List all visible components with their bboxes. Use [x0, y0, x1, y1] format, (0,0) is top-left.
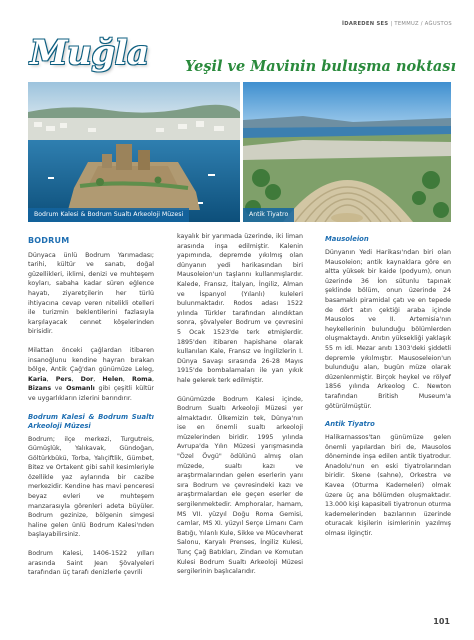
- paragraph: Dünyaca ünlü Bodrum Yarımadası; tarihi, kültür ve sanatı, doğal güzellikleri, iklimi, denizi ve muhteşem koyları, sabaha kadar süren eğlence hayatı, ziyaretçilerin her türlü ihtiyacına cevap veren nitelikli otelleri ile turizmin beklentilerini fazlasıyla karşılayacak cennet köşelerinden birisidir.: [28, 251, 154, 336]
- photo-ancient-theatre: [243, 82, 451, 222]
- publication-name: İDAREDEN SES: [342, 21, 389, 27]
- text-column-2: [177, 232, 303, 586]
- section-subheading-castle-museum: Bodrum Kalesi & Bodrum Sualtı Arkeoloji Müzesi: [28, 412, 154, 430]
- photo-caption-bodrum-castle: Bodrum Kalesi & Bodrum Sualtı Arkeoloji Müzesi: [28, 208, 189, 222]
- page-number: 101: [433, 617, 450, 626]
- bodrum-castle-image: [28, 82, 240, 222]
- region-title: Muğla: [30, 33, 149, 73]
- ancient-theatre-image: [243, 82, 451, 222]
- section-subheading-mausoleion: Mausoleion: [325, 235, 369, 243]
- paragraph: Bodrum Kalesi, 1406-1522 yılları arasında Saint Jean Şövalyeleri tarafından üç tarafı denizlerle çevrili: [28, 550, 154, 577]
- paragraph: kayalık bir yarımada üzerinde, iki liman arasında inşa edilmiştir. Kalenin yapımında, depremde yıkılmış olan dünyanın yedi harikasından biri Mausoleion'un taşlarını kullanmışlardır. Kalede, Fransız, İtalyan, İngiliz, Alman ve İspanyol (Yılanlı) kuleleri bulunmaktadır. Rodos adası 1522 yılında Türkler tarafından alındıktan sonra, şövalyeler Bodrum ve çevresini 5 Ocak 1523'de terk etmişlerdir. 1895'den itibaren hapishane olarak kullanılan Kale, Fransız ve İngilizlerin I. Dünya Savaşı sırasında 26-28 Mayıs 1915'de bombalamaları ile yarı yıkık hale gelerek terk edilmiştir.: [177, 233, 303, 384]
- running-head: İDAREDEN SES | TEMMUZ / AĞUSTOS: [342, 21, 452, 27]
- article-subtitle: Yeşil ve Mavinin buluşma noktası: [185, 58, 456, 75]
- paragraph: Bodrum; ilçe merkezi, Turgutreis, Gümüşlük, Yalıkavak, Gündoğan, Göltürkbükü, Torba, Yalıçiftlik, Gümbet, Bitez ve Ortakent gibi sahil kesimleriyle özellikle yaz aylarında bir cazibe merkezidir. Kendine has mavi penceresi beyaz evleri ve muhteşem manzarasıyla görenleri adeta büyüler. Bodrum gezinize, bölgenin simgesi haline gelen ünlü Bodrum Kalesi'nden başlayabilirsiniz.: [28, 435, 154, 539]
- section-heading-bodrum: BODRUM: [28, 236, 70, 245]
- photo-caption-ancient-theatre: Antik Tiyatro: [243, 208, 294, 222]
- paragraph: Günümüzde Bodrum Kalesi içinde, Bodrum Sualtı Arkeoloji Müzesi yer almaktadır. Ülkemizin tek, Dünya'nın ise en önemli sualtı arkeoloji müzelerinden biridir. 1995 yılında Avrupa'da Yılın Müzesi yarışmasında "Özel Övgü" ödülünü almış olan müzede, sualtı kazı ve araştırmalarından gelen eserlerin yanı sıra Bodrum ve çevresindeki kazı ve araştırmalardan ele geçen eserler de sergilenmektedir. Amphoralar, hamam, MS VII. yüzyıl Doğu Roma Gemisi, camlar, MS XI. yüzyıl Serçe Limanı Cam Batığı, Yılanlı Kule, Sikke ve Mücevherat Salonu, Karyalı Prenses, İngiliz Kulesi, Tunç Çağ Batıkları, Zindan ve Komutan Kulesi Bodrum Sualtı Arkeoloji Müzesi sergilerinin başlıcalarıdır.: [177, 395, 303, 576]
- text-column-1: [28, 232, 154, 587]
- text-column-3: [325, 232, 451, 548]
- paragraph: Halikarnassos'tan günümüze gelen önemli yapılardan biri de, Mausolos döneminde inşa edilen antik tiyatrodur. Anadolu'nun en eski tiyatrolarından biridir. Skene (sahne), Orkestra ve Kavea (Oturma Kademeleri) olmak üzere üç ana bölümden oluşmaktadır. 13.000 kişi kapasiteli tiyatronun oturma kademelerinden bazılarının üzerinde oturacak kişilerin isimlerinin yazılmış olması ilginçtir.: [325, 434, 451, 538]
- section-subheading-ancient-theatre: Antik Tiyatro: [325, 420, 375, 429]
- issue-label: TEMMUZ / AĞUSTOS: [394, 21, 452, 27]
- photo-bodrum-castle: [28, 82, 240, 222]
- paragraph: Dünyanın Yedi Harikası'ndan biri olan Mausoleion; antik kaynaklara göre en altta yüksek bir kaide (podyum), onun üzerinde 36 İon sütunlu tapınak şeklinde bölüm, onun üzerinde 24 basamaklı piramidal çatı ve en tepede de dört atın çektiği araba içinde Mausolos ve II. Artemisia'nın heykellerinin bulunduğu bölümlerden oluşmaktaydı. Anıtın yüksekliği yaklaşık 55 m idi. Mezar anıtı 1303'deki şiddetli depremle yıkılmıştır. Mausoseleion'un bulunduğu alan, bugün müze olarak düzenlenmiştir. Birçok heykel ve rölyef 1856 yılında Arkeolog C. Newton tarafından British Museum'a götürülmüştür.: [325, 249, 451, 410]
- paragraph-civilizations: Milattan önceki çağlardan itibaren insanoğlunu kendine hayran bırakan bölge, Antik Çağ'dan günümüze Leleg, Karia, Pers, Dor, Helen, Roma, Bizans ve Osmanlı gibi çeşitli kültür ve uygarlıkların izlerini barındırır.: [28, 346, 154, 402]
